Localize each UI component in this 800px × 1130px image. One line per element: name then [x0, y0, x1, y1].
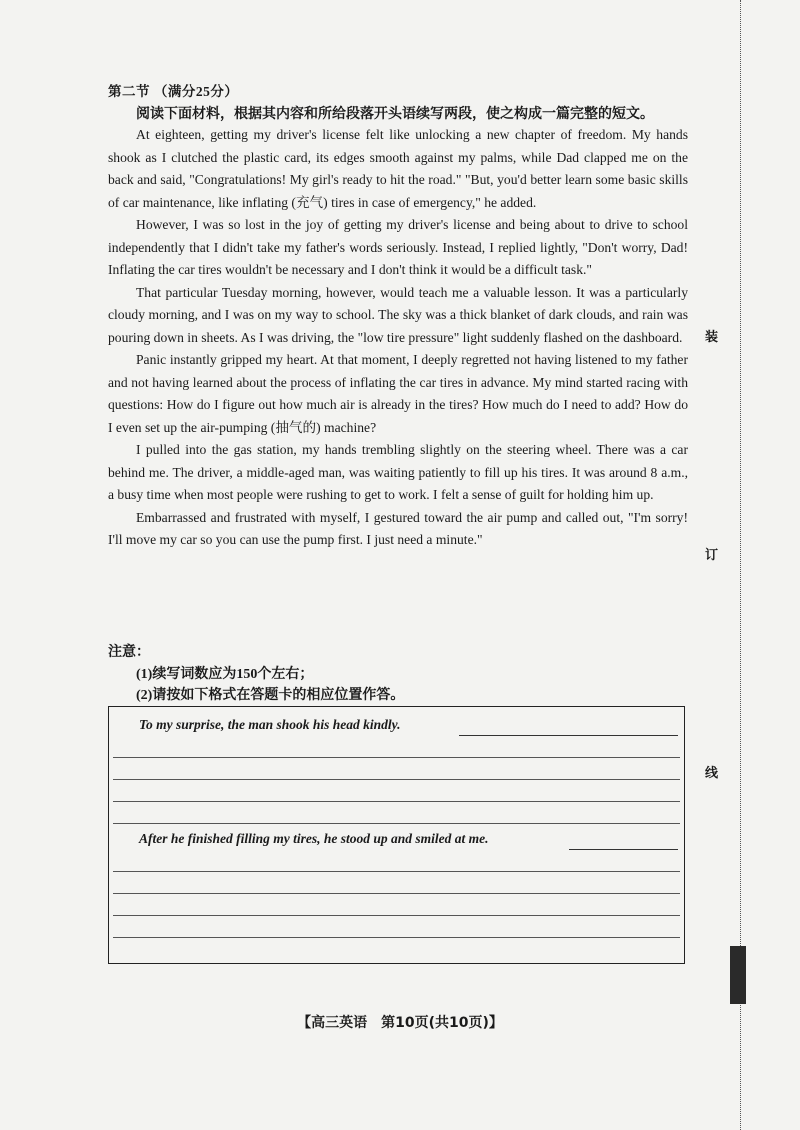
writing-line[interactable]: [113, 801, 680, 802]
passage-paragraph: That particular Tuesday morning, however, would teach me a valuable lesson. It was a particularly cloudy morning, and I was on my way to school. The sky was a thick blanket of dark clouds, and rain was pouring down in sheets. As I was driving, the "low tire pressure" light suddenly flashed on the dashboard.: [108, 284, 688, 345]
writing-line[interactable]: [113, 757, 680, 758]
passage-paragraph: Panic instantly gripped my heart. At that moment, I deeply regretted not having listened to my father and not having learned about the process of inflating the car tires in advance. My mind started racing with questions: How do I figure out how much air is already in the tires? How much do I need to add? How do I even set up the air-pumping (抽气的) machine?: [108, 352, 688, 435]
writing-line[interactable]: [113, 893, 680, 894]
reading-passage: [108, 124, 688, 552]
binding-mark-2: 订: [705, 548, 719, 563]
binding-mark-3: 线: [705, 766, 719, 781]
note-word-count: (1)续写词数应为150个左右；: [136, 667, 314, 682]
note-answer-format: (2)请按如下格式在答题卡的相应位置作答。: [136, 688, 405, 703]
writing-line[interactable]: [113, 779, 680, 780]
section-title: 第二节 （满分25分）: [108, 84, 239, 99]
writing-line[interactable]: [113, 937, 680, 938]
scanner-stamp: [730, 946, 746, 1004]
binding-mark-1: 装: [705, 330, 719, 345]
passage-paragraph: I pulled into the gas station, my hands trembling slightly on the steering wheel. There was a car behind me. The driver, a middle-aged man, was waiting patiently to fill up his tires. It was around 8 a.m., a busy time when most people were rushing to get to work. I felt a sense of guilt for holding him up.: [108, 442, 688, 502]
paragraph-opening-2: After he finished filling my tires, he stood up and smiled at me.: [139, 831, 489, 846]
section-instruction: 阅读下面材料，根据其内容和所给段落开头语续写两段，使之构成一篇完整的短文。: [136, 107, 654, 122]
passage-paragraph: However, I was so lost in the joy of getting my driver's license and being about to drive to school independently that I didn't take my father's words seriously. Instead, I replied lightly, "Don't worry, Dad! Inflating the car tires wouldn't be necessary and I don't think it would be a difficult task.": [108, 217, 688, 277]
passage-paragraph: At eighteen, getting my driver's license felt like unlocking a new chapter of freedom. My hands shook as I clutched the plastic card, its edges smooth against my palms, while Dad clapped me on the back and said, "Congratulations! My girl's ready to hit the road." "But, you'd better learn some basic skills of car maintenance, like inflating (充气) tires in case of emergency," he added.: [108, 127, 688, 210]
notes-label: 注意：: [108, 645, 150, 660]
writing-line[interactable]: [113, 871, 680, 872]
writing-line[interactable]: [569, 849, 678, 850]
writing-line[interactable]: [459, 735, 678, 736]
writing-line[interactable]: [113, 823, 680, 824]
passage-paragraph: Embarrassed and frustrated with myself, I gestured toward the air pump and called out, "I'm sorry! I'll move my car so you can use the pump first. I just need a minute.": [108, 509, 688, 547]
writing-line[interactable]: [113, 915, 680, 916]
answer-box: [108, 706, 685, 964]
paragraph-opening-1: To my surprise, the man shook his head kindly.: [139, 717, 401, 732]
page-footer: 【高三英语 第10页(共10页)】: [297, 1015, 503, 1031]
